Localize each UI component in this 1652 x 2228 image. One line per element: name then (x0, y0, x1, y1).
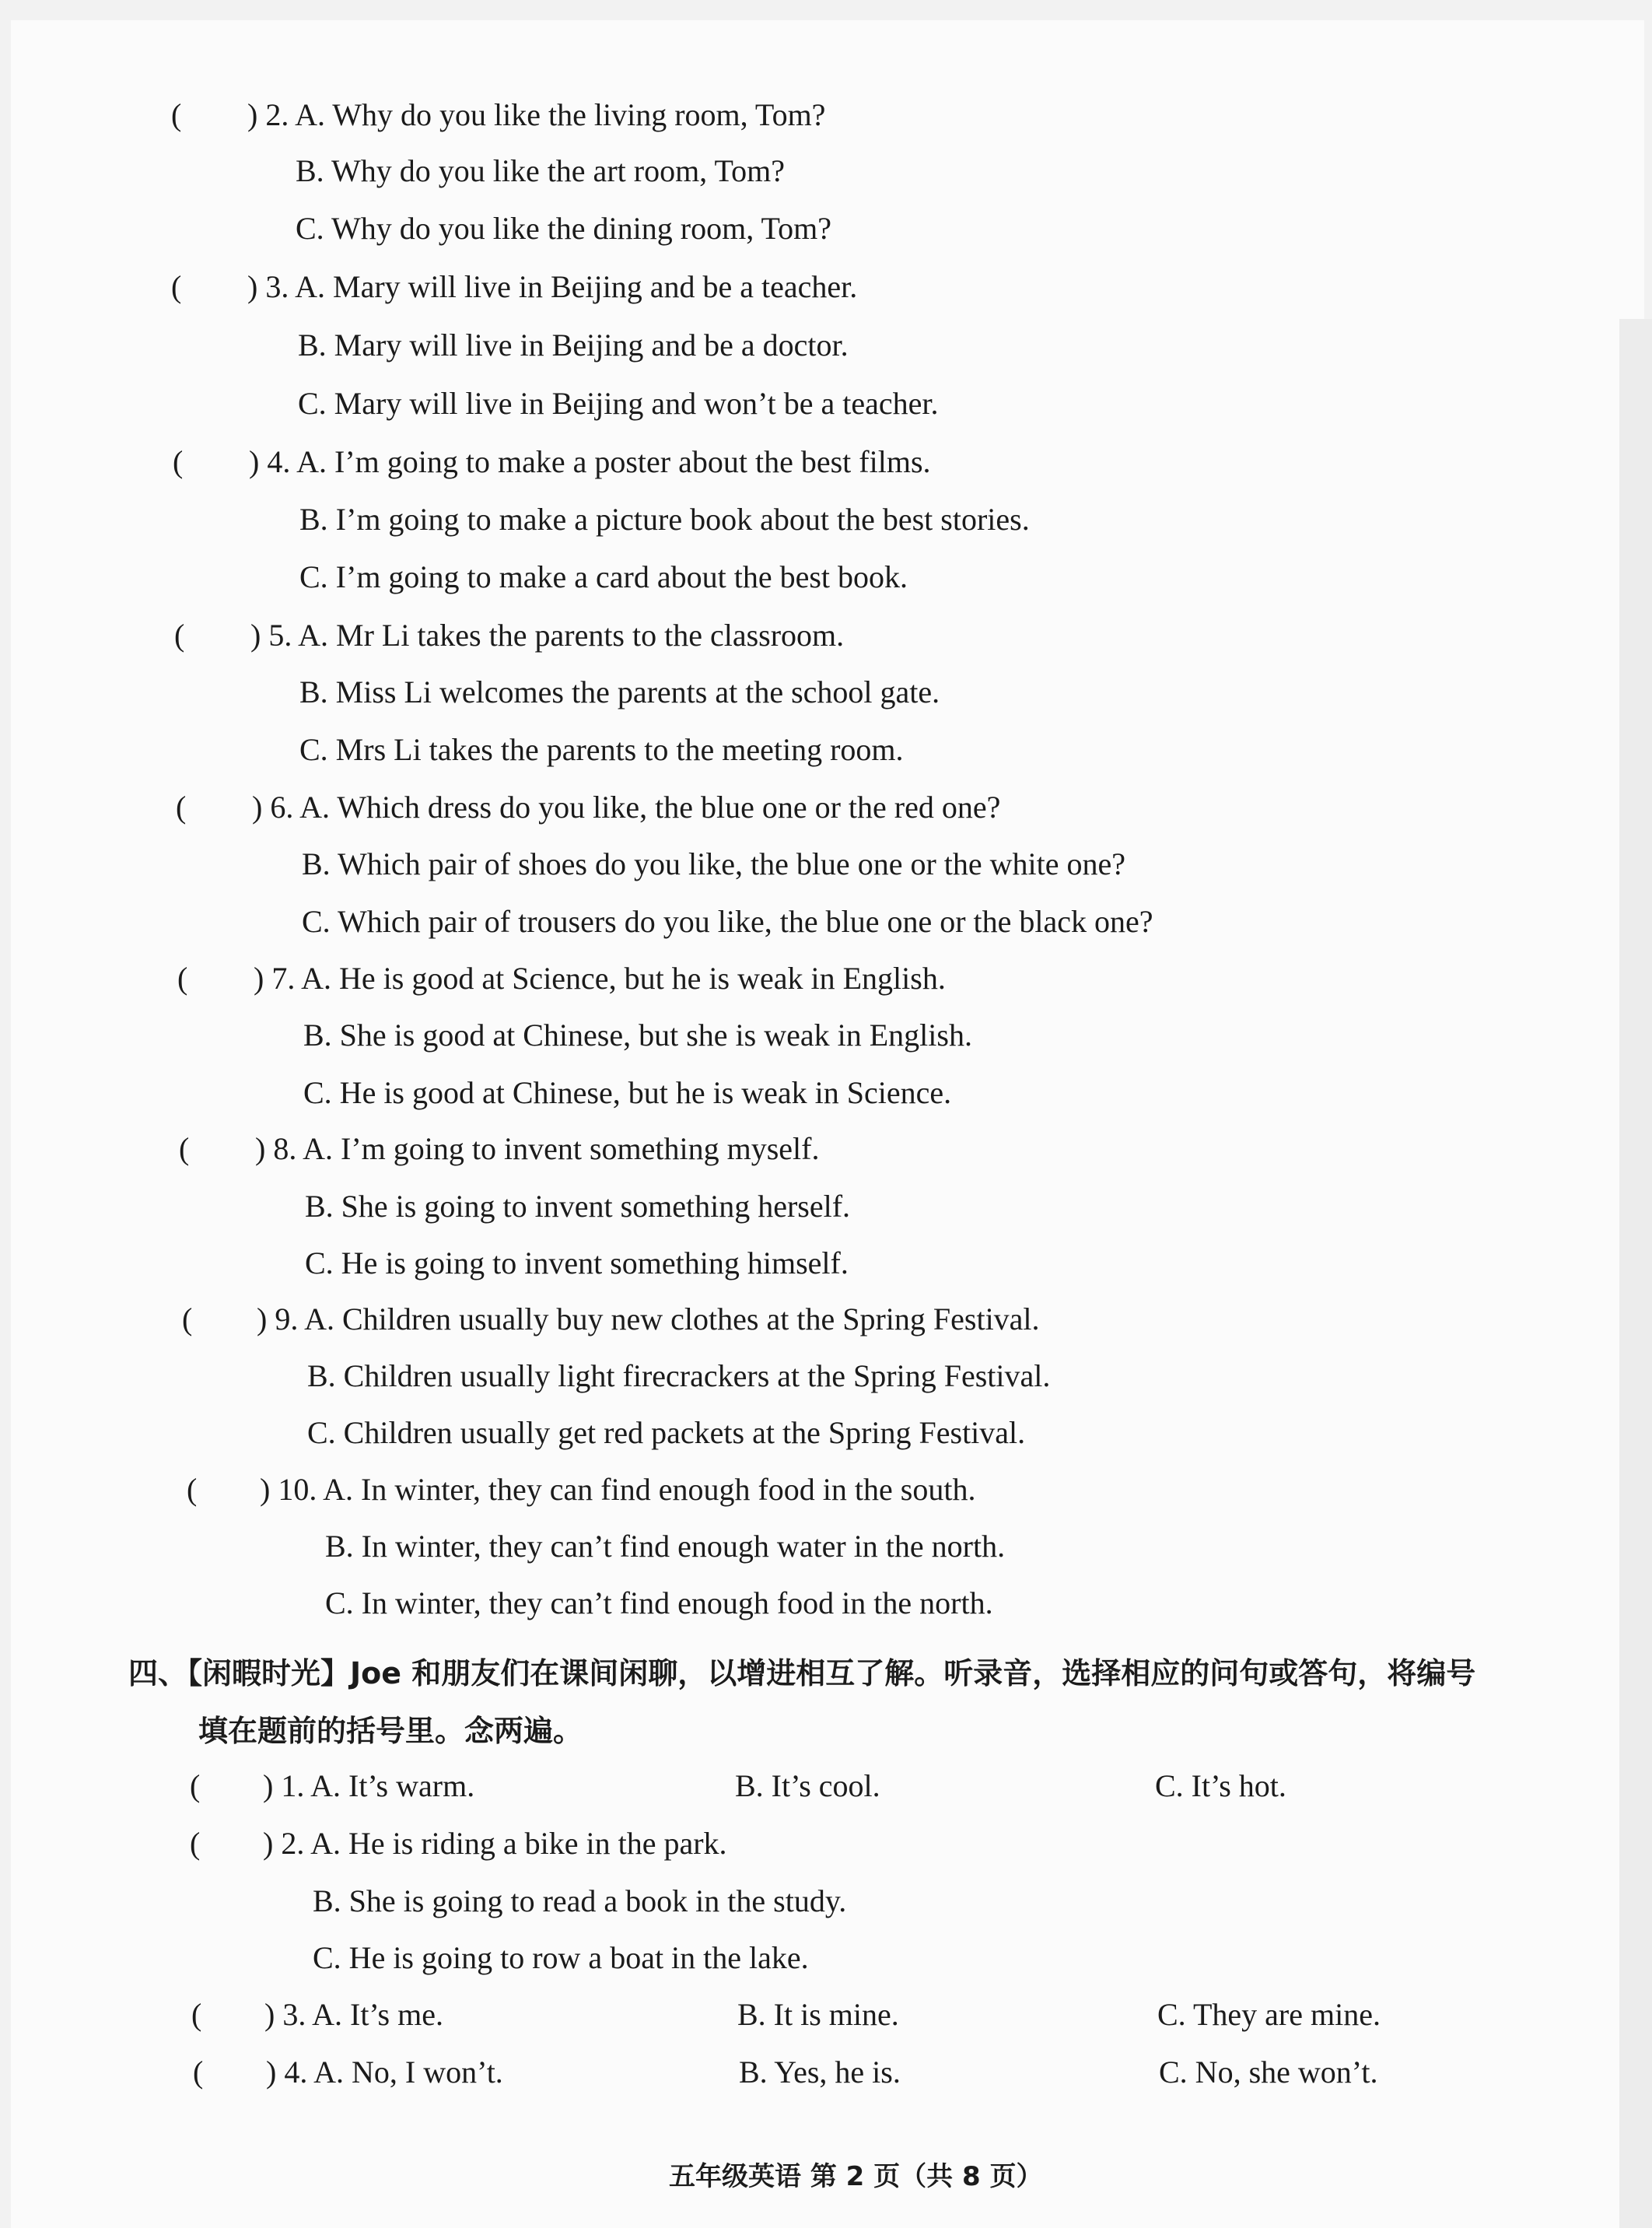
question-4-option-b: B. I’m going to make a picture book about the best stories. (299, 502, 1030, 537)
answer-paren: ( (179, 1131, 190, 1166)
question-3-option-a: ) 3. A. Mary will live in Beijing and be a teacher. (247, 269, 858, 304)
s4-question-4-option-a: ) 4. A. No, I won’t. (266, 2055, 503, 2090)
question-5-option-a: ) 5. A. Mr Li takes the parents to the classroom. (250, 618, 845, 653)
s4-question-4-option-c: C. No, she won’t. (1159, 2055, 1378, 2090)
question-7-option-b: B. She is good at Chinese, but she is weak in English. (303, 1018, 972, 1053)
question-6-option-a: ) 6. A. Which dress do you like, the blue one or the red one? (252, 790, 1001, 825)
question-10-option-c: C. In winter, they can’t find enough food in the north. (325, 1585, 993, 1620)
answer-paren: ( (173, 444, 184, 479)
s4-question-3-option-a: ) 3. A. It’s me. (264, 1997, 443, 2032)
question-5-option-c: C. Mrs Li takes the parents to the meeting room. (299, 732, 904, 767)
s4-question-1-option-a: ) 1. A. It’s warm. (263, 1768, 475, 1803)
answer-paren: ( (176, 790, 187, 825)
answer-paren: ( (193, 2055, 204, 2090)
answer-paren: ( (190, 1826, 201, 1861)
answer-paren: ( (171, 269, 182, 304)
s4-question-1-option-c: C. It’s hot. (1155, 1768, 1286, 1803)
question-10-option-a: ) 10. A. In winter, they can find enough food in the south. (260, 1472, 976, 1507)
page-edge-shadow (1619, 319, 1652, 2228)
question-9-option-b: B. Children usually light firecrackers at the Spring Festival. (307, 1358, 1051, 1393)
question-2-option-c: C. Why do you like the dining room, Tom? (296, 211, 832, 246)
s4-question-2-option-c: C. He is going to row a boat in the lake. (313, 1940, 809, 1975)
question-7-option-a: ) 7. A. He is good at Science, but he is weak in English. (254, 961, 946, 996)
question-2-option-a: ) 2. A. Why do you like the living room, Tom? (247, 97, 826, 132)
question-9-option-c: C. Children usually get red packets at the Spring Festival. (307, 1415, 1026, 1450)
section-4-heading: 四、【闲暇时光】Joe 和朋友们在课间闲聊，以增进相互了解。听录音，选择相应的问句或答句，将编号 (128, 1656, 1476, 1690)
question-7-option-c: C. He is good at Chinese, but he is weak in Science. (303, 1075, 952, 1110)
question-10-option-b: B. In winter, they can’t find enough water in the north. (325, 1529, 1006, 1564)
answer-paren: ( (182, 1301, 193, 1336)
s4-question-2-option-a: ) 2. A. He is riding a bike in the park. (263, 1826, 727, 1861)
answer-paren: ( (174, 618, 185, 653)
question-8-option-c: C. He is going to invent something himself. (305, 1245, 849, 1280)
question-3-option-b: B. Mary will live in Beijing and be a doctor. (298, 328, 849, 363)
question-8-option-b: B. She is going to invent something herself. (305, 1189, 851, 1224)
s4-question-3-option-c: C. They are mine. (1157, 1997, 1381, 2032)
question-6-option-c: C. Which pair of trousers do you like, the blue one or the black one? (302, 904, 1153, 939)
answer-paren: ( (191, 1997, 202, 2032)
answer-paren: ( (177, 961, 188, 996)
question-4-option-c: C. I’m going to make a card about the best book. (299, 559, 908, 594)
answer-paren: ( (187, 1472, 198, 1507)
s4-question-3-option-b: B. It is mine. (737, 1997, 899, 2032)
question-2-option-b: B. Why do you like the art room, Tom? (296, 153, 785, 188)
s4-question-2-option-b: B. She is going to read a book in the study. (313, 1883, 847, 1918)
question-6-option-b: B. Which pair of shoes do you like, the blue one or the white one? (302, 846, 1126, 881)
answer-paren: ( (171, 97, 182, 132)
question-4-option-a: ) 4. A. I’m going to make a poster about the best films. (249, 444, 931, 479)
page-footer: 五年级英语 第 2 页（共 8 页） (669, 2161, 1043, 2192)
question-9-option-a: ) 9. A. Children usually buy new clothes at the Spring Festival. (257, 1301, 1040, 1336)
section-4-heading-cont: 填在题前的括号里。念两遍。 (198, 1714, 583, 1748)
question-8-option-a: ) 8. A. I’m going to invent something myself. (255, 1131, 820, 1166)
question-3-option-c: C. Mary will live in Beijing and won’t be a teacher. (298, 386, 939, 421)
s4-question-4-option-b: B. Yes, he is. (739, 2055, 901, 2090)
question-5-option-b: B. Miss Li welcomes the parents at the school gate. (299, 674, 940, 709)
s4-question-1-option-b: B. It’s cool. (735, 1768, 880, 1803)
answer-paren: ( (190, 1768, 201, 1803)
